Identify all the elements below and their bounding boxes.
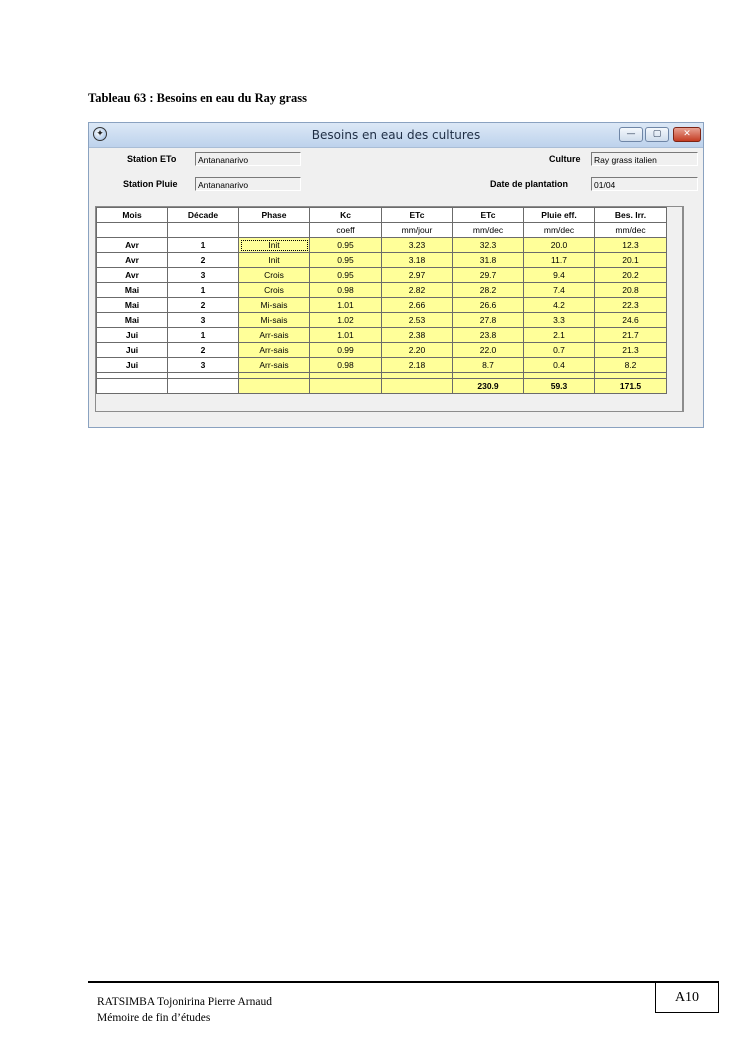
date-plantation-field[interactable]: 01/04 <box>591 177 698 191</box>
culture-field[interactable]: Ray grass italien <box>591 152 698 166</box>
cell-etc-day[interactable]: 3.18 <box>382 253 453 268</box>
water-needs-table <box>96 207 667 394</box>
cell-kc[interactable]: 1.02 <box>310 313 382 328</box>
cell-etc-dec[interactable]: 23.8 <box>453 328 524 343</box>
cell-bes[interactable]: 20.1 <box>595 253 667 268</box>
totals-row <box>97 379 667 394</box>
unit-cell[interactable] <box>168 223 239 238</box>
cell-phase[interactable]: Arr-sais <box>239 358 310 373</box>
table-row[interactable] <box>97 253 667 268</box>
station-pluie-field[interactable]: Antananarivo <box>195 177 301 191</box>
cell-mois[interactable]: Mai <box>97 298 168 313</box>
cell-etc-dec[interactable]: 31.8 <box>453 253 524 268</box>
cell-phase[interactable]: Init <box>239 253 310 268</box>
cell-etc-day[interactable]: 2.97 <box>382 268 453 283</box>
cell-phase[interactable]: Crois <box>239 268 310 283</box>
cell-kc[interactable]: 0.95 <box>310 238 382 253</box>
empty-cell[interactable] <box>382 379 453 394</box>
cell-mois[interactable]: Avr <box>97 268 168 283</box>
cell-phase[interactable]: Arr-sais <box>239 328 310 343</box>
cell-etc-day[interactable]: 2.38 <box>382 328 453 343</box>
results-grid[interactable] <box>95 206 683 412</box>
footer-rule <box>88 981 719 983</box>
table-row[interactable] <box>97 313 667 328</box>
table-row[interactable] <box>97 358 667 373</box>
cell-etc-day[interactable]: 2.20 <box>382 343 453 358</box>
table-row[interactable] <box>97 328 667 343</box>
cell-mois[interactable]: Jui <box>97 328 168 343</box>
cell-mois[interactable]: Avr <box>97 238 168 253</box>
cell-phase[interactable]: Crois <box>239 283 310 298</box>
cell-etc-day[interactable]: 3.23 <box>382 238 453 253</box>
unit-cell[interactable] <box>97 223 168 238</box>
cell-pluie[interactable]: 0.7 <box>524 343 595 358</box>
column-header[interactable]: Pluie eff. <box>524 208 595 223</box>
column-header[interactable]: Kc <box>310 208 382 223</box>
cell-etc-day[interactable]: 2.82 <box>382 283 453 298</box>
cell-mois[interactable]: Jui <box>97 343 168 358</box>
empty-cell[interactable] <box>239 379 310 394</box>
cell-mois[interactable]: Avr <box>97 253 168 268</box>
cell-etc-dec[interactable]: 8.7 <box>453 358 524 373</box>
cell-bes[interactable]: 20.2 <box>595 268 667 283</box>
footer-subtitle: Mémoire de fin d’études <box>97 1012 211 1024</box>
station-eto-label: Station ETo <box>127 154 177 164</box>
page-number-box: A10 <box>655 982 719 1013</box>
table-row[interactable] <box>97 283 667 298</box>
cell-decade[interactable]: 3 <box>168 358 239 373</box>
culture-label: Culture <box>549 154 581 164</box>
cell-kc[interactable]: 0.95 <box>310 268 382 283</box>
column-header[interactable]: Décade <box>168 208 239 223</box>
cell-decade[interactable]: 1 <box>168 283 239 298</box>
app-icon[interactable]: ✦ <box>93 127 107 141</box>
unit-cell[interactable] <box>239 223 310 238</box>
cell-decade[interactable]: 2 <box>168 253 239 268</box>
cell-mois[interactable]: Mai <box>97 283 168 298</box>
cell-decade[interactable]: 3 <box>168 313 239 328</box>
cell-bes[interactable]: 20.8 <box>595 283 667 298</box>
units-row <box>97 223 667 238</box>
cell-bes[interactable]: 8.2 <box>595 358 667 373</box>
header-row <box>97 208 667 223</box>
cell-bes[interactable]: 21.7 <box>595 328 667 343</box>
unit-cell[interactable]: coeff <box>310 223 382 238</box>
cell-decade[interactable]: 2 <box>168 298 239 313</box>
empty-cell[interactable] <box>310 379 382 394</box>
total-besoin[interactable]: 171.5 <box>595 379 667 394</box>
cell-etc-dec[interactable]: 32.3 <box>453 238 524 253</box>
cell-etc-dec[interactable]: 26.6 <box>453 298 524 313</box>
footer-author: RATSIMBA Tojonirina Pierre Arnaud <box>97 996 272 1008</box>
cell-etc-day[interactable]: 2.53 <box>382 313 453 328</box>
cell-pluie[interactable]: 11.7 <box>524 253 595 268</box>
cell-etc-day[interactable]: 2.18 <box>382 358 453 373</box>
table-row[interactable] <box>97 238 667 253</box>
cell-etc-day[interactable]: 2.66 <box>382 298 453 313</box>
column-header[interactable]: ETc <box>382 208 453 223</box>
cell-pluie[interactable]: 7.4 <box>524 283 595 298</box>
window-title: Besoins en eau des cultures <box>311 128 481 142</box>
cell-bes[interactable]: 24.6 <box>595 313 667 328</box>
cell-kc[interactable]: 1.01 <box>310 328 382 343</box>
cell-bes[interactable]: 22.3 <box>595 298 667 313</box>
station-eto-field[interactable]: Antananarivo <box>195 152 301 166</box>
empty-cell[interactable] <box>168 379 239 394</box>
column-header[interactable]: Mois <box>97 208 168 223</box>
cell-etc-dec[interactable]: 27.8 <box>453 313 524 328</box>
grid-side-panel <box>683 206 704 412</box>
table-row[interactable] <box>97 298 667 313</box>
total-pluie[interactable]: 59.3 <box>524 379 595 394</box>
cell-pluie[interactable]: 9.4 <box>524 268 595 283</box>
cell-kc[interactable]: 0.99 <box>310 343 382 358</box>
crop-water-window <box>88 122 704 428</box>
minimize-button[interactable]: — <box>619 127 643 142</box>
title-bar[interactable] <box>89 123 703 148</box>
cell-pluie[interactable]: 2.1 <box>524 328 595 343</box>
cell-bes[interactable]: 12.3 <box>595 238 667 253</box>
cell-pluie[interactable]: 20.0 <box>524 238 595 253</box>
cell-kc[interactable]: 0.95 <box>310 253 382 268</box>
table-row[interactable] <box>97 268 667 283</box>
unit-cell[interactable]: mm/dec <box>453 223 524 238</box>
cell-bes[interactable]: 21.3 <box>595 343 667 358</box>
column-header[interactable]: Bes. Irr. <box>595 208 667 223</box>
cell-kc[interactable]: 0.98 <box>310 283 382 298</box>
cell-mois[interactable]: Mai <box>97 313 168 328</box>
maximize-button[interactable]: ▢ <box>645 127 669 142</box>
cell-decade[interactable]: 3 <box>168 268 239 283</box>
column-header[interactable]: Phase <box>239 208 310 223</box>
close-button[interactable]: ✕ <box>673 127 701 142</box>
cell-etc-dec[interactable]: 22.0 <box>453 343 524 358</box>
empty-cell[interactable] <box>97 379 168 394</box>
cell-etc-dec[interactable]: 28.2 <box>453 283 524 298</box>
cell-decade[interactable]: 2 <box>168 343 239 358</box>
cell-phase[interactable]: Arr-sais <box>239 343 310 358</box>
column-header[interactable]: ETc <box>453 208 524 223</box>
cell-kc[interactable]: 0.98 <box>310 358 382 373</box>
cell-phase[interactable]: Mi-sais <box>239 298 310 313</box>
cell-mois[interactable]: Jui <box>97 358 168 373</box>
date-plantation-label: Date de plantation <box>490 179 569 189</box>
total-etc-dec[interactable]: 230.9 <box>453 379 524 394</box>
table-caption: Tableau 63 : Besoins en eau du Ray grass <box>88 91 308 105</box>
cell-kc[interactable]: 1.01 <box>310 298 382 313</box>
station-pluie-label: Station Pluie <box>123 179 178 189</box>
unit-cell[interactable]: mm/jour <box>382 223 453 238</box>
unit-cell[interactable]: mm/dec <box>524 223 595 238</box>
cell-pluie[interactable]: 4.2 <box>524 298 595 313</box>
cell-phase[interactable]: Mi-sais <box>239 313 310 328</box>
table-row[interactable] <box>97 343 667 358</box>
cell-phase[interactable]: Init <box>239 238 310 253</box>
unit-cell[interactable]: mm/dec <box>595 223 667 238</box>
cell-pluie[interactable]: 0.4 <box>524 358 595 373</box>
cell-etc-dec[interactable]: 29.7 <box>453 268 524 283</box>
cell-decade[interactable]: 1 <box>168 238 239 253</box>
cell-decade[interactable]: 1 <box>168 328 239 343</box>
cell-pluie[interactable]: 3.3 <box>524 313 595 328</box>
